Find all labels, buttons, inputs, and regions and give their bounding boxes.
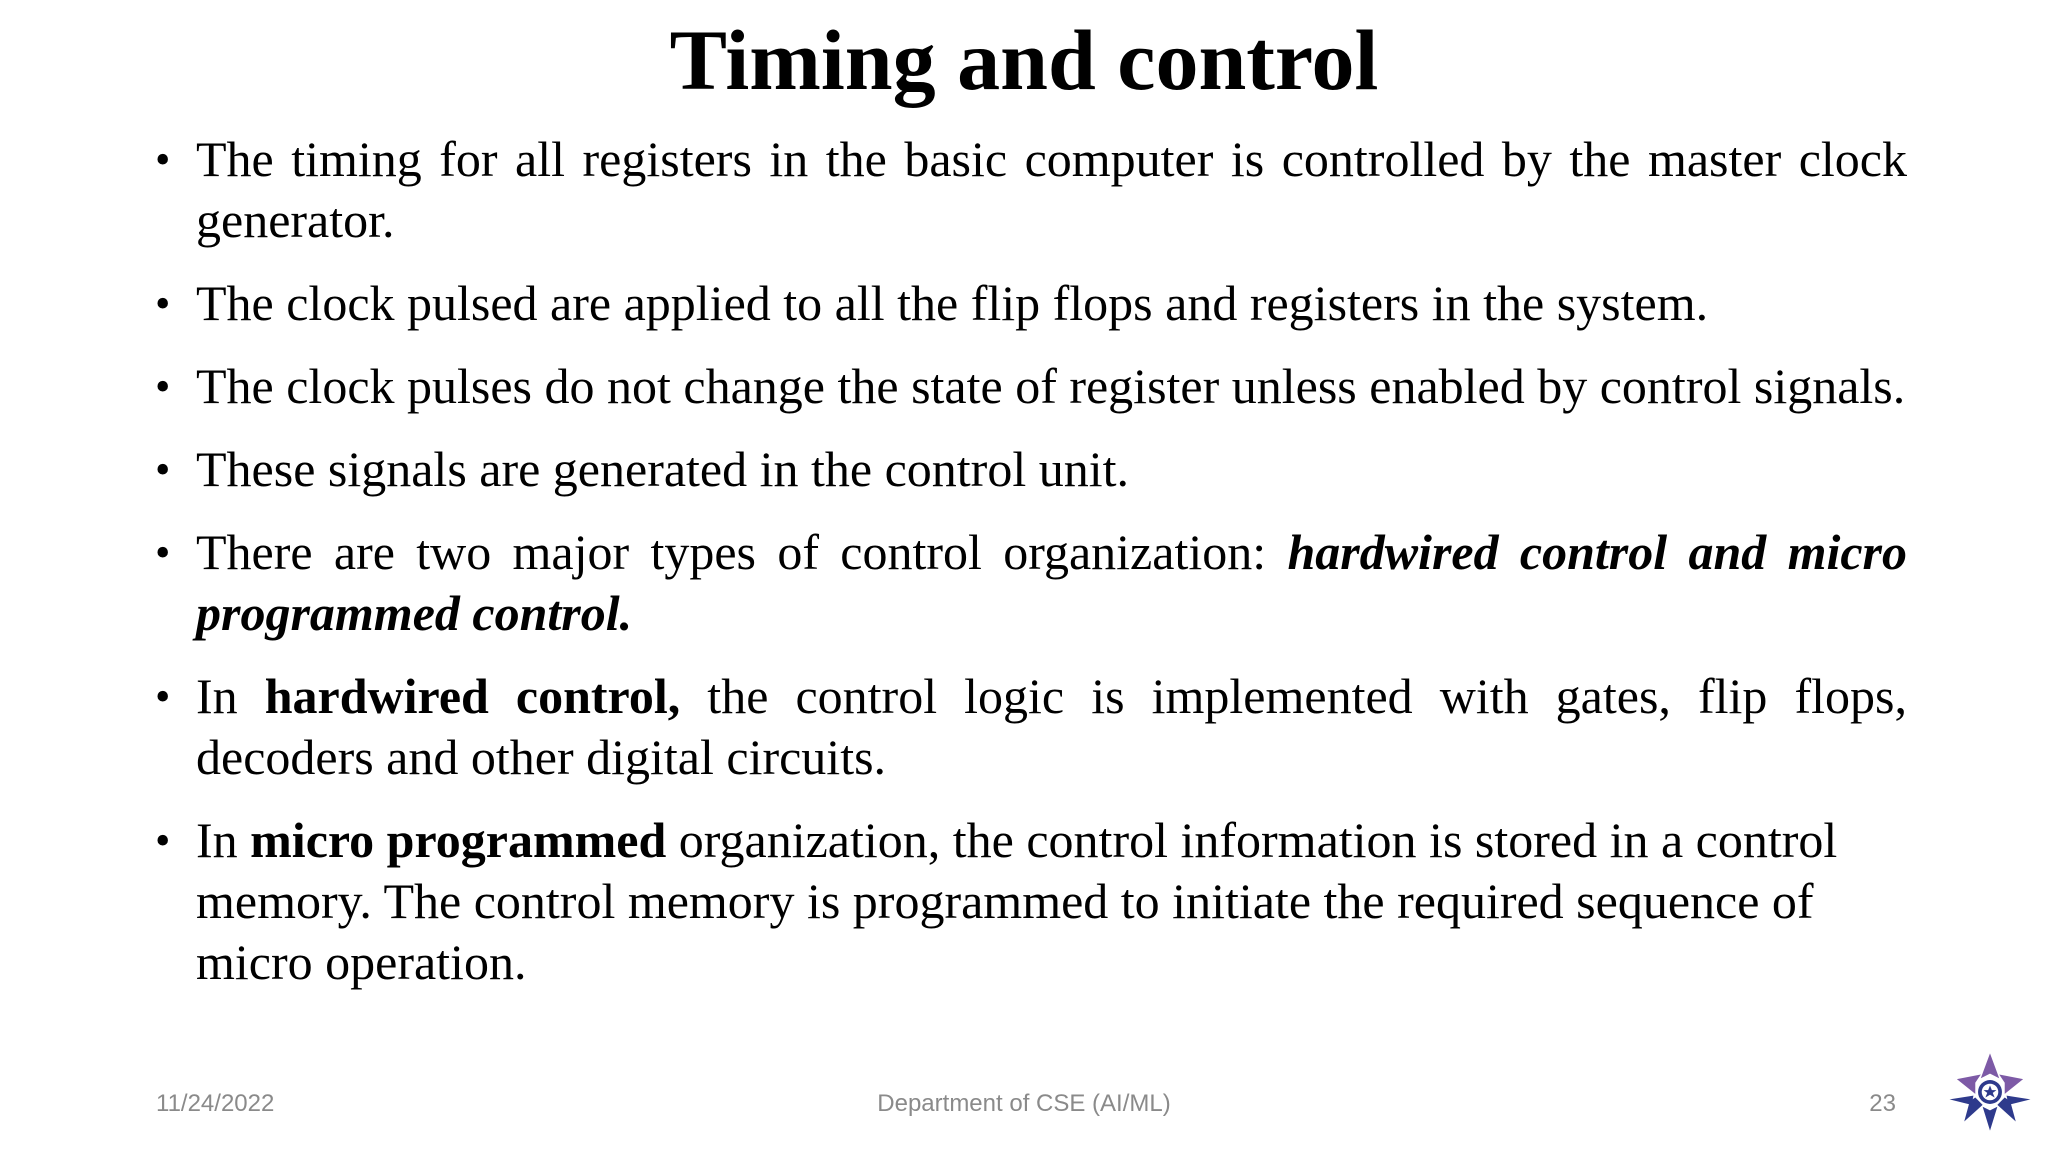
hardwired-control-emphasis: hardwired control,: [264, 668, 681, 724]
bullet-list: [155, 129, 1907, 993]
bullet-prefix: In: [196, 812, 251, 868]
bullet-text: There are two major types of control organization:: [196, 524, 1288, 580]
institution-logo-icon: [1944, 1046, 2036, 1138]
bullet-icon: •: [155, 279, 171, 328]
control-types-emphasis: hardwired control and micro programmed control.: [196, 524, 1908, 641]
bullet-item: [155, 810, 1907, 993]
bullet-text: The clock pulses do not change the state of register unless enabled by control signals.: [196, 358, 1906, 414]
footer-department: Department of CSE (AI/ML): [877, 1090, 1171, 1117]
bullet-item: [155, 666, 1907, 788]
slide-title: Timing and control: [669, 12, 1379, 108]
bullet-text: organization, the control information is stored in a control memory. The control memory is programmed to initiate the required sequence of micro operation.: [196, 812, 1838, 990]
bullet-text: the control logic is implemented with gates, flip flops, decoders and other digital circuits.: [196, 668, 1907, 785]
bullet-icon: •: [155, 362, 171, 411]
footer-page-number: 23: [1869, 1090, 1896, 1117]
bullet-item: [155, 522, 1907, 644]
bullet-icon: •: [155, 816, 171, 865]
bullet-prefix: In: [196, 668, 265, 724]
bullet-item: [155, 273, 1907, 334]
bullet-text: The clock pulsed are applied to all the flip flops and registers in the system.: [196, 275, 1709, 331]
micro-programmed-emphasis: micro programmed: [250, 812, 667, 868]
bullet-icon: •: [155, 672, 171, 721]
bullet-text: The timing for all registers in the basic computer is controlled by the master clock generator.: [196, 131, 1907, 248]
bullet-icon: •: [155, 528, 171, 577]
bullet-icon: •: [155, 135, 171, 184]
bullet-item: [155, 356, 1907, 417]
bullet-item: [155, 439, 1907, 500]
footer-date: 11/24/2022: [156, 1090, 275, 1117]
bullet-text: These signals are generated in the control unit.: [196, 441, 1130, 497]
bullet-icon: •: [155, 445, 171, 494]
bullet-item: [155, 129, 1907, 251]
